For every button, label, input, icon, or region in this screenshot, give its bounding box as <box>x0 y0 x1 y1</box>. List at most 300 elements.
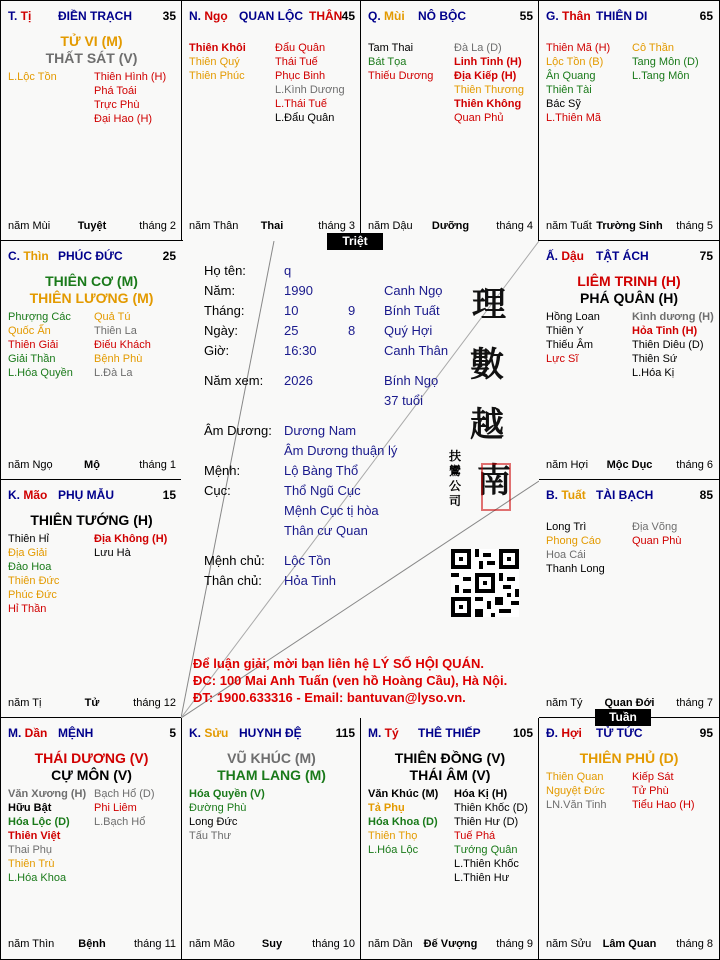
house-branch: Q. Mùi <box>368 9 405 23</box>
house-branch: K. Mão <box>8 488 48 502</box>
main-star: THIÊN ĐỒNG (V) <box>394 750 506 766</box>
main-star: LIÊM TRINH (H) <box>577 273 681 289</box>
minor-star: Tam Thai <box>368 42 414 54</box>
minor-star: Đẩu Quân <box>275 42 326 54</box>
house-mao <box>0 479 183 719</box>
minor-star: Phượng Các <box>8 311 71 323</box>
minor-stars-left <box>189 787 265 843</box>
house-header <box>546 726 713 742</box>
minor-star: Nguyệt Đức <box>546 785 605 797</box>
house-year: năm Mùi <box>8 220 51 232</box>
value-view-year: 2026 <box>284 373 313 388</box>
house-age-number: 45 <box>341 9 355 23</box>
house-age-number: 25 <box>162 249 176 263</box>
minor-star: Tướng Quân <box>454 844 518 856</box>
small-calligraphy <box>449 449 463 509</box>
main-star: THẤT SÁT (V) <box>45 50 138 66</box>
house-tuat <box>538 479 720 719</box>
house-year: năm Sửu <box>546 938 592 950</box>
main-star: VŨ KHÚC (M) <box>227 750 316 766</box>
value-month-can: Bính Tuất <box>384 303 440 318</box>
minor-star: Đà La (D) <box>454 42 502 54</box>
minor-stars-left <box>546 41 610 125</box>
main-stars <box>1 512 182 529</box>
minor-star: Thiên Hình (H) <box>94 71 167 83</box>
value-day-can: Quý Hợi <box>384 323 433 338</box>
minor-stars-right <box>454 787 528 885</box>
minor-star: L.Tang Môn <box>632 70 690 82</box>
house-branch: M. Tý <box>368 726 399 740</box>
small-char: 扶 <box>449 449 462 463</box>
minor-star: Phá Toái <box>94 85 137 97</box>
house-branch: G. Thân <box>546 9 591 23</box>
main-star: THAM LANG (M) <box>217 767 326 783</box>
house-phase: Đế Vượng <box>423 938 478 950</box>
minor-star: L.Hóa Quyền <box>8 367 73 379</box>
minor-star: Hóa Khoa (D) <box>368 816 438 828</box>
minor-star: Hóa Kị (H) <box>454 788 508 800</box>
minor-stars-left <box>8 70 57 84</box>
minor-star: L.Hóa Khoa <box>8 872 67 884</box>
main-star: THÁI ÂM (V) <box>409 767 491 783</box>
minor-star: Phi Liêm <box>94 802 137 814</box>
calligraphy-char-3: 越 <box>470 405 504 445</box>
minor-star: Giải Thần <box>8 353 56 365</box>
minor-star: Thiếu Âm <box>546 339 594 351</box>
house-branch: Ấ. Dậu <box>546 249 585 263</box>
label-view-year: Năm xem: <box>204 373 264 388</box>
label-cuc: Cục: <box>204 483 231 498</box>
minor-star: Quốc Ấn <box>8 325 51 337</box>
value-view-can: Bính Ngọ <box>384 373 439 388</box>
minor-stars-right <box>632 520 682 548</box>
label-name: Họ tên: <box>204 263 246 278</box>
triet-marker: Triệt <box>327 233 383 250</box>
center-panel <box>181 241 539 718</box>
minor-star: L.Thiên Hư <box>454 872 510 884</box>
value-menh: Lộ Bàng Thổ <box>284 463 359 478</box>
house-year: năm Hợi <box>546 459 589 471</box>
house-year: năm Tị <box>8 697 42 709</box>
minor-star: Hỉ Thần <box>8 603 47 615</box>
minor-star: Long Đức <box>189 816 238 828</box>
minor-star: L.Thiên Mã <box>546 112 602 124</box>
minor-star: Thiên Tài <box>546 84 592 96</box>
minor-star: Tả Phụ <box>368 802 405 814</box>
house-month: tháng 1 <box>139 459 176 471</box>
house-footer <box>546 459 713 472</box>
minor-star: Thiên Hư (D) <box>454 816 519 828</box>
house-phase: Bệnh <box>78 938 106 950</box>
house-month: tháng 9 <box>496 938 533 950</box>
minor-star: Thiên Hỉ <box>8 533 49 545</box>
minor-star: Thiên Y <box>546 325 584 337</box>
minor-star: Thiên La <box>94 325 137 337</box>
house-month: tháng 5 <box>676 220 713 232</box>
main-star: TỬ VI (M) <box>60 33 123 49</box>
house-phase: Dưỡng <box>431 220 470 232</box>
house-year: năm Tuất <box>546 220 592 232</box>
house-header <box>8 249 176 265</box>
house-branch: Đ. Hợi <box>546 726 582 740</box>
minor-star: Tấu Thư <box>189 830 232 842</box>
minor-star: Thiên Mã (H) <box>546 42 611 54</box>
value-year: 1990 <box>284 283 313 298</box>
house-ty <box>360 717 540 960</box>
minor-star: Phong Cáo <box>546 535 602 547</box>
minor-star: Văn Khúc (M) <box>368 788 439 800</box>
minor-star: Hữu Bật <box>8 802 52 814</box>
minor-star: Hóa Lộc (D) <box>8 816 70 828</box>
value-day-lunar: 8 <box>348 323 356 338</box>
minor-star: Quan Phù <box>632 535 682 547</box>
minor-star: Kình dương (H) <box>632 311 714 323</box>
minor-star: L.Hóa Kị <box>632 367 675 379</box>
minor-stars-left <box>368 41 433 83</box>
than-marker: THÂN <box>309 9 343 23</box>
house-month: tháng 3 <box>318 220 355 232</box>
house-palace-name: THÊ THIẾP <box>418 726 481 740</box>
house-footer <box>546 220 713 233</box>
house-footer <box>546 938 713 951</box>
house-palace-name: TỬ TỨC <box>596 726 643 740</box>
minor-star: Thanh Long <box>546 563 605 575</box>
minor-star: Thiên Diêu (D) <box>632 339 704 351</box>
house-age-number: 75 <box>699 249 713 263</box>
house-palace-name: TÀI BẠCH <box>596 488 654 502</box>
minor-stars-left <box>8 310 73 380</box>
house-header <box>189 9 355 25</box>
main-star: THIÊN PHỦ (D) <box>579 750 679 766</box>
tuan-marker: Tuần <box>595 709 651 726</box>
minor-star: L.Bạch Hổ <box>94 816 146 828</box>
value-am-duong: Dương Nam <box>284 423 357 438</box>
house-age-number: 105 <box>512 726 533 740</box>
minor-star: Tang Môn (D) <box>632 56 699 68</box>
house-phase: Lâm Quan <box>602 938 657 950</box>
house-footer <box>8 220 176 233</box>
house-branch: C. Thìn <box>8 249 49 263</box>
house-year: năm Thìn <box>8 938 55 950</box>
qr-code-icon[interactable] <box>451 549 519 617</box>
house-header <box>546 249 713 265</box>
label-month: Tháng: <box>204 303 245 318</box>
house-footer <box>189 220 355 233</box>
house-header <box>368 9 533 25</box>
house-year: năm Dần <box>368 938 413 950</box>
minor-star: Kiếp Sát <box>632 771 674 783</box>
minor-stars-left <box>8 532 59 616</box>
house-age-number: 115 <box>335 726 355 740</box>
contact-info <box>193 655 507 706</box>
minor-star: Địa Giải <box>8 547 48 559</box>
house-branch: B. Tuất <box>546 488 586 502</box>
main-stars <box>1 33 182 67</box>
minor-star: L.Thiên Khốc <box>454 858 519 870</box>
house-palace-name: PHỤ MẪU <box>58 488 114 502</box>
minor-star: Bạch Hổ (D) <box>94 788 155 800</box>
minor-star: Thiên Thương <box>454 84 525 96</box>
house-header <box>8 726 176 742</box>
minor-stars-right <box>632 41 699 83</box>
minor-stars-left <box>546 310 600 366</box>
minor-stars-left <box>546 520 605 576</box>
house-branch: T. Tị <box>8 9 32 23</box>
main-stars <box>182 750 361 784</box>
house-year: năm Ngọ <box>8 459 53 471</box>
value-month-lunar: 9 <box>348 303 356 318</box>
contact-line-1: Để luận giải, mời bạn liên hệ LÝ SỐ HỘI QUÁN. <box>193 656 484 671</box>
house-ti <box>0 0 183 242</box>
minor-stars-right <box>94 310 151 380</box>
house-footer <box>189 938 355 951</box>
house-month: tháng 7 <box>676 697 713 709</box>
house-dau <box>538 240 720 481</box>
house-branch: N. Ngọ <box>189 9 228 23</box>
value-month: 10 <box>284 303 299 318</box>
house-age-number: 55 <box>519 9 533 23</box>
minor-star: Thiên Khốc (D) <box>454 802 528 814</box>
house-footer <box>8 459 176 472</box>
house-header <box>546 9 713 25</box>
minor-star: Bát Tọa <box>368 56 407 68</box>
house-phase: Thai <box>260 220 284 232</box>
value-year-can: Canh Ngọ <box>384 283 443 298</box>
house-month: tháng 4 <box>496 220 533 232</box>
house-palace-name: HUYNH ĐỆ <box>239 726 302 740</box>
main-star: CỰ MÔN (V) <box>51 767 132 783</box>
house-palace-name: ĐIỀN TRẠCH <box>58 9 132 23</box>
minor-star: Thiên Phúc <box>189 70 245 82</box>
house-palace-name: NÔ BỘC <box>418 9 466 23</box>
house-footer <box>8 938 176 951</box>
value-cuc-2: Mệnh Cục tị hòa <box>284 503 379 518</box>
label-menh-chu: Mệnh chủ: <box>204 553 265 568</box>
house-year: năm Tý <box>546 697 583 709</box>
house-year: năm Dậu <box>368 220 413 232</box>
minor-stars-left <box>189 41 246 83</box>
minor-star: Điếu Khách <box>94 339 151 351</box>
minor-star: Thiên Quan <box>546 771 604 783</box>
house-dan <box>0 717 183 960</box>
calligraphy-char-4: 南 <box>477 461 511 501</box>
main-star: THIÊN CƠ (M) <box>45 273 138 289</box>
minor-star: Bệnh Phù <box>94 353 143 365</box>
minor-star: Thái Tuế <box>275 56 318 68</box>
house-phase: Mộ <box>84 459 100 471</box>
minor-star: Tử Phù <box>632 785 669 797</box>
minor-star: Thiếu Dương <box>368 70 434 82</box>
house-month: tháng 11 <box>133 938 176 950</box>
minor-star: Thiên Đức <box>8 575 60 587</box>
minor-star: Đại Hao (H) <box>94 113 153 125</box>
label-day: Ngày: <box>204 323 238 338</box>
minor-star: L.Kình Dương <box>275 84 345 96</box>
minor-star: Tiểu Hao (H) <box>632 799 695 811</box>
house-age-number: 5 <box>169 726 176 740</box>
house-branch: K. Sửu <box>189 726 229 740</box>
value-than-chu: Hỏa Tinh <box>284 573 337 588</box>
minor-star: Ân Quang <box>546 70 596 82</box>
house-palace-name: MỆNH <box>58 726 94 740</box>
minor-stars-left <box>8 787 86 885</box>
minor-star: L.Thái Tuế <box>275 98 327 110</box>
house-palace-name: TẬT ÁCH <box>596 249 649 263</box>
small-char: 司 <box>449 494 462 508</box>
value-cuc-3: Thân cư Quan <box>284 523 368 538</box>
minor-star: Lưu Hà <box>94 547 131 559</box>
label-than-chu: Thân chủ: <box>204 573 262 588</box>
house-phase: Suy <box>261 938 283 950</box>
main-stars <box>1 750 182 784</box>
contact-line-2: ĐC: 100 Mai Anh Tuấn (ven hồ Hoàng Cầu), Hà Nội. <box>193 673 508 688</box>
minor-star: L.Lộc Tồn <box>8 71 57 83</box>
house-month: tháng 2 <box>139 220 176 232</box>
house-age-number: 85 <box>699 488 713 502</box>
minor-star: Cô Thần <box>632 42 674 54</box>
main-stars <box>539 750 719 767</box>
minor-star: Hồng Loan <box>546 311 600 323</box>
minor-star: Đào Hoa <box>8 561 52 573</box>
minor-star: L.Đẩu Quân <box>275 112 335 124</box>
minor-star: Tuế Phá <box>454 830 496 842</box>
small-char: 鸞 <box>449 464 462 478</box>
main-star: THIÊN TƯỚNG (H) <box>30 512 153 528</box>
house-header <box>8 488 176 504</box>
minor-stars-right <box>94 532 167 560</box>
minor-star: Thiên Việt <box>8 830 61 842</box>
house-header <box>368 726 533 742</box>
minor-stars-left <box>368 787 438 857</box>
house-header <box>189 726 355 742</box>
minor-star: Hoa Cái <box>546 549 586 561</box>
minor-star: Hóa Quyền (V) <box>189 788 265 800</box>
minor-star: Quả Tú <box>94 311 131 323</box>
value-am-duong-2: Âm Dương thuận lý <box>284 443 398 458</box>
house-header <box>8 9 176 25</box>
minor-star: LN.Văn Tinh <box>546 799 607 811</box>
value-cuc: Thổ Ngũ Cục <box>284 483 361 498</box>
house-footer <box>368 220 533 233</box>
house-branch: M. Dần <box>8 726 48 740</box>
minor-star: Phúc Đức <box>8 589 57 601</box>
minor-star: Thiên Không <box>454 98 522 110</box>
house-phase: Trường Sinh <box>596 220 663 232</box>
minor-stars-right <box>94 70 166 126</box>
minor-stars-right <box>632 310 714 380</box>
small-char: 公 <box>449 479 462 493</box>
minor-star: L.Hóa Lộc <box>368 844 419 856</box>
house-ngo <box>181 0 362 242</box>
house-phase: Mộc Dục <box>606 459 653 471</box>
minor-star: Thiên Trù <box>8 858 55 870</box>
minor-star: Long Trì <box>546 521 587 533</box>
minor-star: Thai Phụ <box>8 844 53 856</box>
minor-star: Thiên Giải <box>8 339 59 351</box>
house-age-number: 15 <box>162 488 176 502</box>
minor-star: L.Đà La <box>94 367 133 379</box>
value-menh-chu: Lộc Tồn <box>284 553 331 568</box>
minor-stars-right <box>275 41 345 125</box>
minor-star: Bác Sỹ <box>546 98 581 110</box>
minor-stars-right <box>94 787 155 829</box>
main-star: THÁI DƯƠNG (V) <box>34 750 149 766</box>
calligraphy-char-1: 理 <box>472 285 506 325</box>
minor-star: Thiên Quý <box>189 56 240 68</box>
house-year: năm Thân <box>189 220 239 232</box>
value-name: q <box>284 263 292 278</box>
minor-star: Lực Sĩ <box>546 353 579 365</box>
minor-star: Trực Phù <box>94 99 140 111</box>
label-am-duong: Âm Dương: <box>204 423 272 438</box>
house-year: năm Mão <box>189 938 235 950</box>
minor-star: Thiên Sứ <box>632 353 678 365</box>
house-header <box>546 488 713 504</box>
main-stars <box>539 273 719 307</box>
house-hoi <box>538 717 720 960</box>
house-age-number: 35 <box>162 9 176 23</box>
minor-stars-right <box>454 41 524 125</box>
main-stars <box>1 273 182 307</box>
minor-star: Thiên Khôi <box>189 42 246 54</box>
house-palace-name: PHÚC ĐỨC <box>58 249 123 263</box>
house-month: tháng 12 <box>133 697 176 709</box>
minor-star: Địa Không (H) <box>94 533 168 545</box>
value-hour: 16:30 <box>284 343 317 358</box>
minor-stars-left <box>546 770 607 812</box>
label-hour: Giờ: <box>204 343 230 358</box>
house-phase: Quan Đới <box>604 697 655 709</box>
house-suu <box>181 717 362 960</box>
house-phase: Tử <box>84 697 100 709</box>
minor-star: Văn Xương (H) <box>8 788 87 800</box>
house-mui <box>360 0 540 242</box>
house-than <box>538 0 720 242</box>
calligraphy-char-2: 數 <box>470 345 504 385</box>
value-age: 37 tuổi <box>384 393 424 408</box>
minor-stars-right <box>632 770 695 812</box>
house-month: tháng 10 <box>312 938 355 950</box>
minor-star: Địa Võng <box>632 521 678 533</box>
house-thin <box>0 240 183 481</box>
minor-star: Hỏa Tinh (H) <box>632 325 698 337</box>
house-age-number: 65 <box>699 9 713 23</box>
minor-star: Phục Binh <box>275 70 326 82</box>
house-palace-name: THIÊN DI <box>596 9 648 23</box>
label-year: Năm: <box>204 283 236 298</box>
main-star: PHÁ QUÂN (H) <box>580 290 678 306</box>
main-star: THIÊN LƯƠNG (M) <box>29 290 154 306</box>
house-footer <box>8 697 176 710</box>
house-age-number: 95 <box>699 726 713 740</box>
house-footer <box>368 938 533 951</box>
house-month: tháng 6 <box>676 459 713 471</box>
value-day: 25 <box>284 323 299 338</box>
house-month: tháng 8 <box>676 938 713 950</box>
house-palace-name: QUAN LỘC <box>239 9 303 23</box>
label-menh: Mệnh: <box>204 463 241 478</box>
minor-star: Thiên Thọ <box>368 830 418 842</box>
house-phase: Tuyệt <box>77 220 107 232</box>
red-seal-stamp <box>481 463 511 511</box>
minor-star: Địa Kiếp (H) <box>454 70 517 82</box>
minor-star: Quan Phủ <box>454 112 504 124</box>
minor-star: Linh Tinh (H) <box>454 56 522 68</box>
value-hour-can: Canh Thân <box>384 343 449 358</box>
contact-line-3: ĐT: 1900.633316 - Email: bantuvan@lyso.vn. <box>193 690 466 705</box>
main-stars <box>361 750 539 784</box>
minor-star: Đường Phù <box>189 802 247 814</box>
